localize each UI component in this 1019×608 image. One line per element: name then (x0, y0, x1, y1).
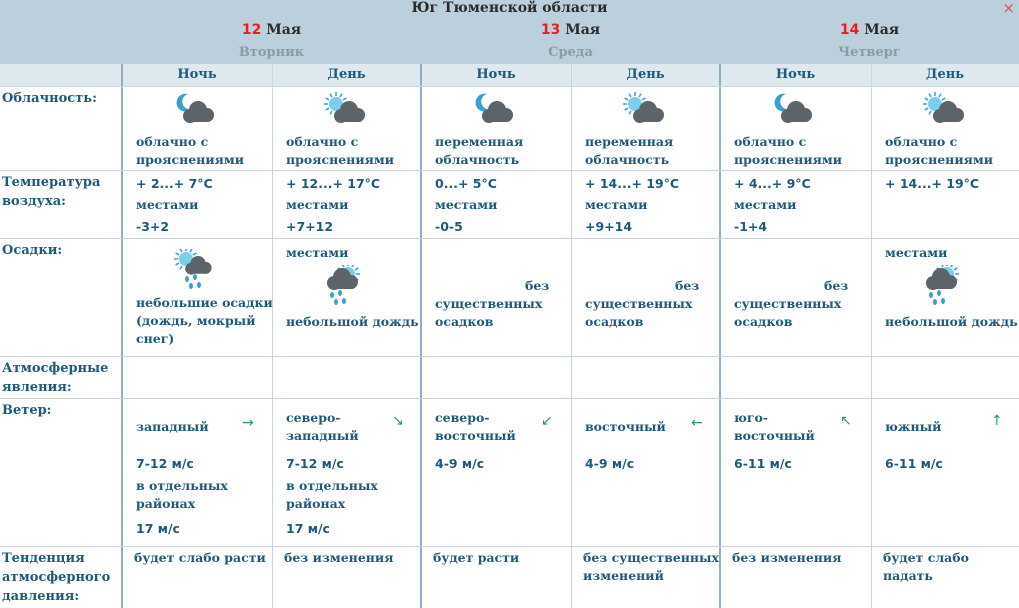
divider (571, 64, 572, 608)
wind-arrow-icon: ↖ (840, 413, 852, 429)
moon-cloud-icon (172, 90, 220, 130)
precipitation-none-note: без (675, 278, 700, 293)
rain-drop-shape (197, 282, 201, 288)
wind-direction: восточный (585, 419, 666, 434)
row-label-pressure: Тенденция атмосферного давления: (2, 551, 111, 604)
temperature-local-range: -0-5 (435, 219, 463, 234)
wind-direction: западный (136, 419, 209, 434)
phase-night-3: Ночь (720, 64, 871, 86)
row-label-temperature: Температура воздуха: (2, 175, 101, 209)
day-1-weekday: Вторник (238, 45, 305, 60)
cloud-shape (781, 101, 812, 123)
wind-gust: 17 м/с (136, 521, 180, 536)
temperature-range: + 4...+ 9°C (734, 176, 811, 191)
phase-day-1: День (272, 64, 421, 86)
phase-day-3: День (871, 64, 1019, 86)
phase-night-1: Ночь (122, 64, 272, 86)
row-label-clouds: Облачность: (2, 91, 97, 106)
sun-cloud-icon (921, 90, 969, 130)
temperature-local-range: -3+2 (136, 219, 170, 234)
pressure-trend: без изменения (284, 550, 394, 565)
temperature-local-note: местами (585, 197, 648, 212)
rain-cloud-icon (322, 265, 366, 309)
day-3-weekday: Четверг (838, 45, 901, 60)
wind-gust: 17 м/с (286, 521, 330, 536)
wind-arrow-icon: ↑ (991, 413, 1003, 429)
day-1-number: 12 (241, 22, 262, 38)
rain-drop-shape (330, 292, 334, 298)
temperature-local-range: +9+14 (585, 219, 633, 234)
pressure-trend: будет расти (433, 550, 520, 565)
rain-drop-shape (933, 299, 937, 305)
pressure-trend: будет слабо падать (883, 550, 969, 583)
wind-direction: северо- восточный (435, 410, 516, 443)
divider (0, 170, 1019, 171)
day-2-date (421, 22, 720, 38)
precipitation-description: существенных осадков (435, 296, 543, 329)
phase-day-2: День (571, 64, 720, 86)
divider (719, 64, 721, 608)
moon-cloud-icon (770, 90, 818, 130)
temperature-local-range: -1+4 (734, 219, 768, 234)
rain-drop-shape (929, 292, 933, 298)
precipitation-description: небольшие осадки (дождь, мокрый снег) (136, 295, 273, 346)
temperature-range: + 2...+ 7°C (136, 176, 213, 191)
divider (0, 238, 1019, 239)
pressure-trend: будет слабо расти (134, 550, 266, 565)
day-2-weekday: Среда (548, 45, 593, 60)
temperature-range: + 14...+ 19°C (585, 176, 680, 191)
cloud-description: облачно с прояснениями (136, 134, 244, 167)
moon-cloud-icon (471, 90, 519, 130)
precipitation-description: небольшой дождь (286, 314, 419, 329)
pressure-trend: без изменения (732, 550, 842, 565)
day-2-number: 13 (540, 22, 561, 38)
precipitation-local-note: местами (885, 245, 948, 260)
sun-cloud-icon (322, 90, 370, 130)
wind-direction: южный (885, 419, 942, 434)
day-3-date (720, 22, 1019, 38)
rain-drop-shape (342, 298, 346, 304)
cloud-description: переменная облачность (585, 134, 674, 167)
precipitation-none-note: без (824, 278, 849, 293)
temperature-local-note: местами (286, 197, 349, 212)
temperature-range: 0...+ 5°C (435, 176, 497, 191)
cloud-description: облачно с прояснениями (734, 134, 842, 167)
divider (0, 398, 1019, 399)
day-3-month: Мая (864, 22, 900, 38)
wind-arrow-icon: ↘ (392, 413, 404, 429)
temperature-local-note: местами (734, 197, 797, 212)
wind-speed: 4-9 м/с (585, 456, 635, 471)
temperature-local-note: местами (136, 197, 199, 212)
phase-night-2: Ночь (421, 64, 571, 86)
row-label-atmospheric: Атмосферные явления: (2, 361, 109, 395)
rain-cloud-icon (921, 265, 965, 309)
wind-arrow-icon: ↙ (541, 413, 553, 429)
wind-arrow-icon: ← (691, 415, 703, 431)
sun-cloud-rain-icon (174, 249, 218, 291)
cloud-shape (482, 101, 513, 123)
day-3-number: 14 (839, 22, 860, 38)
precipitation-none-note: без (525, 278, 550, 293)
cloud-description: облачно с прояснениями (885, 134, 993, 167)
temperature-local-note: местами (435, 197, 498, 212)
wind-direction: юго- восточный (734, 410, 815, 443)
close-icon[interactable]: × (1002, 0, 1015, 17)
wind-speed: 6-11 м/с (885, 456, 943, 471)
row-label-wind: Ветер: (2, 403, 52, 418)
precipitation-description: существенных осадков (734, 296, 842, 329)
divider (0, 546, 1019, 547)
rain-drop-shape (189, 283, 193, 289)
divider (871, 64, 872, 608)
day-1-date (122, 22, 421, 38)
wind-arrow-icon: → (242, 415, 254, 431)
wind-direction: северо- западный (286, 410, 359, 443)
sun-cloud-icon (621, 90, 669, 130)
wind-speed: 4-9 м/с (435, 456, 485, 471)
cloud-description: облачно с прояснениями (286, 134, 394, 167)
cloud-shape (183, 101, 214, 123)
pressure-trend: без существенных изменений (583, 550, 719, 583)
divider (0, 86, 1019, 87)
rain-drop-shape (338, 290, 342, 296)
wind-speed: 7-12 м/с (136, 456, 194, 471)
wind-speed: 6-11 м/с (734, 456, 792, 471)
wind-speed: 7-12 м/с (286, 456, 344, 471)
rain-drop-shape (185, 276, 189, 282)
temperature-local-range: +7+12 (286, 219, 334, 234)
rain-drop-shape (193, 274, 197, 280)
divider (121, 64, 123, 608)
divider (420, 64, 422, 608)
temperature-range: + 14...+ 19°C (885, 176, 980, 191)
region-title: Юг Тюменской области (411, 0, 608, 16)
rain-drop-shape (941, 298, 945, 304)
temperature-range: + 12...+ 17°C (286, 176, 381, 191)
day-1-month: Мая (266, 22, 302, 38)
phase-header-empty (0, 64, 122, 86)
cloud-description: переменная облачность (435, 134, 524, 167)
wind-gust-note: в отдельных районах (136, 478, 228, 511)
row-label-precipitation: Осадки: (2, 243, 63, 258)
precipitation-description: существенных осадков (585, 296, 693, 329)
divider (0, 356, 1019, 357)
precipitation-description: небольшой дождь (885, 314, 1018, 329)
rain-drop-shape (937, 290, 941, 296)
day-2-month: Мая (565, 22, 601, 38)
precipitation-local-note: местами (286, 245, 349, 260)
wind-gust-note: в отдельных районах (286, 478, 378, 511)
rain-drop-shape (334, 299, 338, 305)
